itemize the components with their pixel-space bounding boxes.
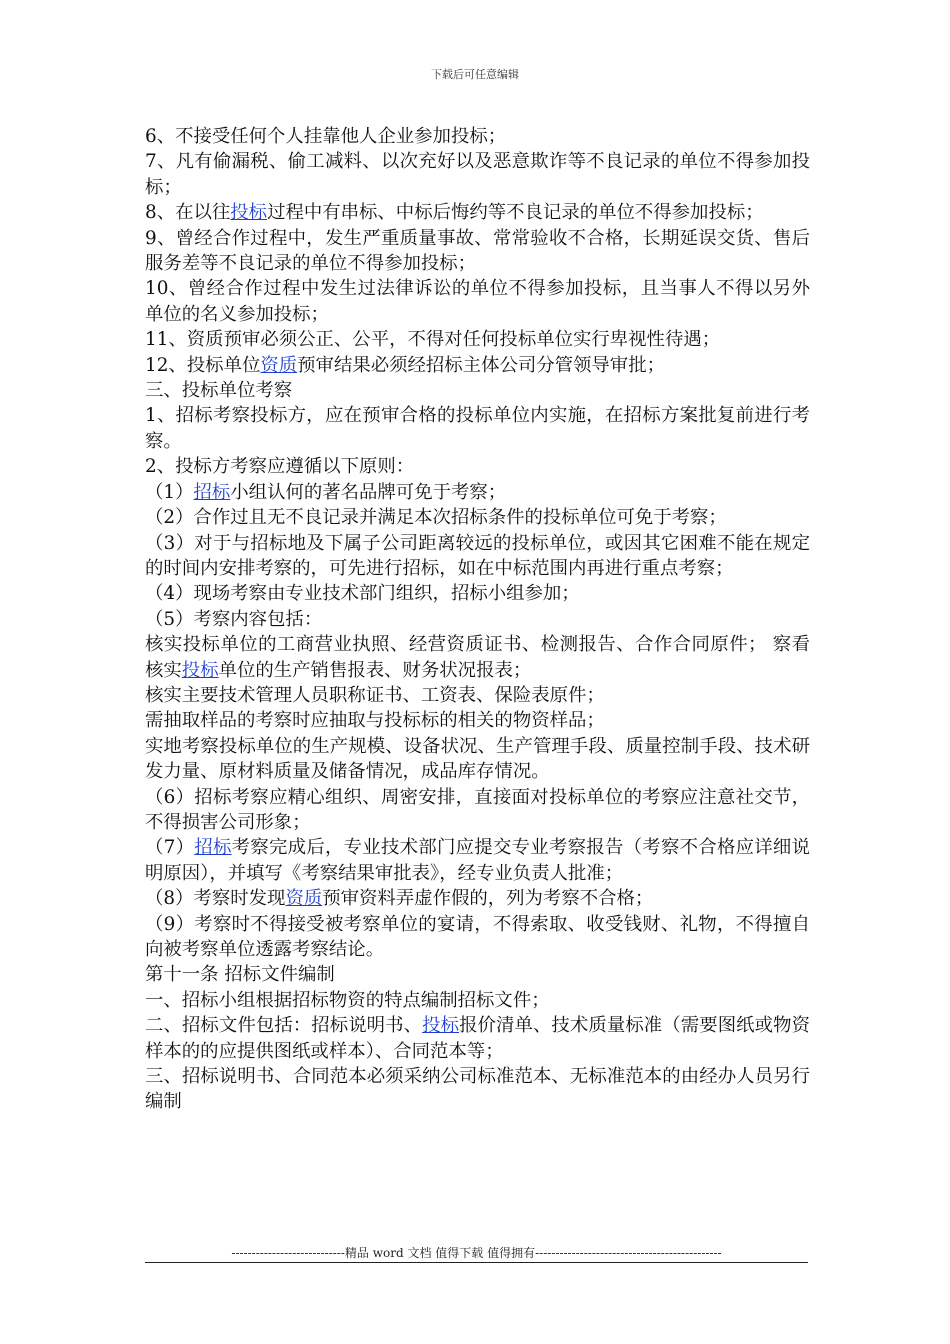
- paragraph-text: 预审资料弄虚作假的，列为考察不合格；: [322, 888, 654, 910]
- paragraph-text: 三、招标说明书、合同范本必须采纳公司标准范本、无标准范本的由经办人员另行编制: [145, 1066, 810, 1113]
- paragraph-text: （4）现场考察由专业技术部门组织，招标小组参加；: [145, 583, 580, 605]
- paragraph: [145, 276, 810, 327]
- paragraph: [145, 480, 810, 505]
- paragraph: [145, 962, 810, 987]
- paragraph-text: 11、资质预审必须公正、公平，不得对任何投标单位实行卑视性待遇；: [145, 329, 721, 351]
- paragraph-text: 需抽取样品的考察时应抽取与投标标的相关的物资样品；: [145, 710, 605, 732]
- paragraph-text: （3）对于与招标地及下属子公司距离较远的投标单位，或因其它困难不能在规定的时间内安排考察的，可先进行招标，如在中标范围内再进行重点考察；: [145, 532, 810, 579]
- keyword-link[interactable]: 投标: [181, 659, 219, 681]
- paragraph: [145, 912, 810, 963]
- paragraph-text: 单位的生产销售报表、财务状况报表；: [218, 659, 532, 681]
- keyword-link[interactable]: 资质: [260, 354, 298, 376]
- paragraph: [145, 226, 810, 277]
- paragraph: [145, 454, 810, 479]
- paragraph-text: 一、招标小组根据招标物资的特点编制招标文件；: [145, 989, 550, 1011]
- paragraph: [145, 124, 810, 149]
- paragraph: [145, 1064, 810, 1115]
- paragraph-text: （2）合作过且无不良记录并满足本次招标条件的投标单位可免于考察；: [145, 507, 727, 529]
- paragraph-text: （7）: [145, 837, 195, 859]
- paragraph: [145, 531, 810, 582]
- paragraph-text: （5）考察内容包括：: [145, 608, 323, 630]
- paragraph: [145, 327, 810, 352]
- paragraph: [145, 1013, 810, 1064]
- paragraph-text: 10、曾经合作过程中发生过法律诉讼的单位不得参加投标，且当事人不得以另外单位的名义参加投标；: [145, 278, 810, 325]
- paragraph-text: 第十一条 招标文件编制: [145, 964, 335, 986]
- footer-rule: [145, 1262, 808, 1263]
- paragraph-text: 过程中有串标、中标后悔约等不良记录的单位不得参加投标；: [267, 202, 764, 224]
- paragraph: [145, 378, 810, 403]
- paragraph-text: （1）: [145, 481, 194, 503]
- paragraph-text: 12、投标单位: [145, 354, 261, 376]
- paragraph-text: 8、在以往: [145, 202, 231, 224]
- paragraph-text: （9）考察时不得接受被考察单位的宴请，不得索取、收受钱财、礼物，不得擅自向被考察单位透露考察结论。: [145, 913, 810, 960]
- paragraph-text: （8）考察时发现: [145, 888, 286, 910]
- paragraph: [145, 200, 810, 225]
- document-body: [145, 124, 810, 1115]
- page-header: 下载后可任意编辑: [431, 68, 519, 81]
- paragraph: [145, 607, 810, 632]
- paragraph: [145, 988, 810, 1013]
- paragraph-text: 实地考察投标单位的生产规模、设备状况、生产管理手段、质量控制手段、技术研发力量、原材料质量及储备情况，成品库存情况。: [145, 735, 810, 783]
- paragraph-text: （6）招标考察应精心组织、周密安排，直接面对投标单位的考察应注意社交节，不得损害公司形象；: [145, 786, 810, 833]
- paragraph-text: 小组认何的著名品牌可免于考察；: [230, 481, 507, 503]
- paragraph-text: 2、投标方考察应遵循以下原则：: [145, 456, 415, 478]
- paragraph-text: 考察完成后，专业技术部门应提交专业考察报告（考察不合格应详细说明原因），并填写《考察结果审批表》，经专业负责人批准；: [145, 837, 810, 884]
- paragraph-text: 9、曾经合作过程中，发生严重质量事故、常常验收不合格，长期延误交货、售后服务差等不良记录的单位不得参加投标；: [145, 227, 810, 275]
- keyword-link[interactable]: 招标: [194, 837, 232, 859]
- paragraph-text: 二、招标文件包括：招标说明书、: [145, 1015, 423, 1037]
- paragraph-text: 核实投标单位的工商营业执照、经营资质证书、检测报告、合作合同原件； 察看核实: [145, 634, 810, 681]
- keyword-link[interactable]: 资质: [285, 888, 323, 910]
- paragraph-text: 预审结果必须经招标主体公司分管领导审批；: [297, 354, 665, 376]
- keyword-link[interactable]: 投标: [422, 1015, 460, 1037]
- paragraph: [145, 632, 810, 683]
- paragraph: [145, 403, 810, 454]
- paragraph: [145, 683, 810, 708]
- paragraph: [145, 505, 810, 530]
- paragraph-text: 6、不接受任何个人挂靠他人企业参加投标；: [145, 126, 507, 147]
- page-footer: ----------------------------精品 word 文档 值得下载 值得拥有----------------------------------------------: [231, 1246, 722, 1260]
- paragraph: [145, 785, 810, 836]
- paragraph-text: 1、招标考察投标方，应在预审合格的投标单位内实施，在招标方案批复前进行考察。: [145, 405, 810, 452]
- paragraph-text: 三、投标单位考察: [145, 380, 293, 402]
- paragraph: [145, 734, 810, 785]
- paragraph-text: 7、凡有偷漏税、偷工减料、以次充好以及恶意欺诈等不良记录的单位不得参加投标；: [145, 151, 810, 198]
- paragraph: [145, 886, 810, 911]
- paragraph: [145, 581, 810, 606]
- paragraph-text: 报价清单、技术质量标准（需要图纸或物资样本的的应提供图纸或样本）、合同范本等；: [145, 1015, 810, 1062]
- keyword-link[interactable]: 投标: [230, 202, 268, 224]
- paragraph: [145, 708, 810, 733]
- keyword-link[interactable]: 招标: [193, 481, 231, 503]
- paragraph: [145, 149, 810, 200]
- paragraph-text: 核实主要技术管理人员职称证书、工资表、保险表原件；: [145, 684, 605, 706]
- paragraph: [145, 835, 810, 886]
- paragraph: [145, 353, 810, 378]
